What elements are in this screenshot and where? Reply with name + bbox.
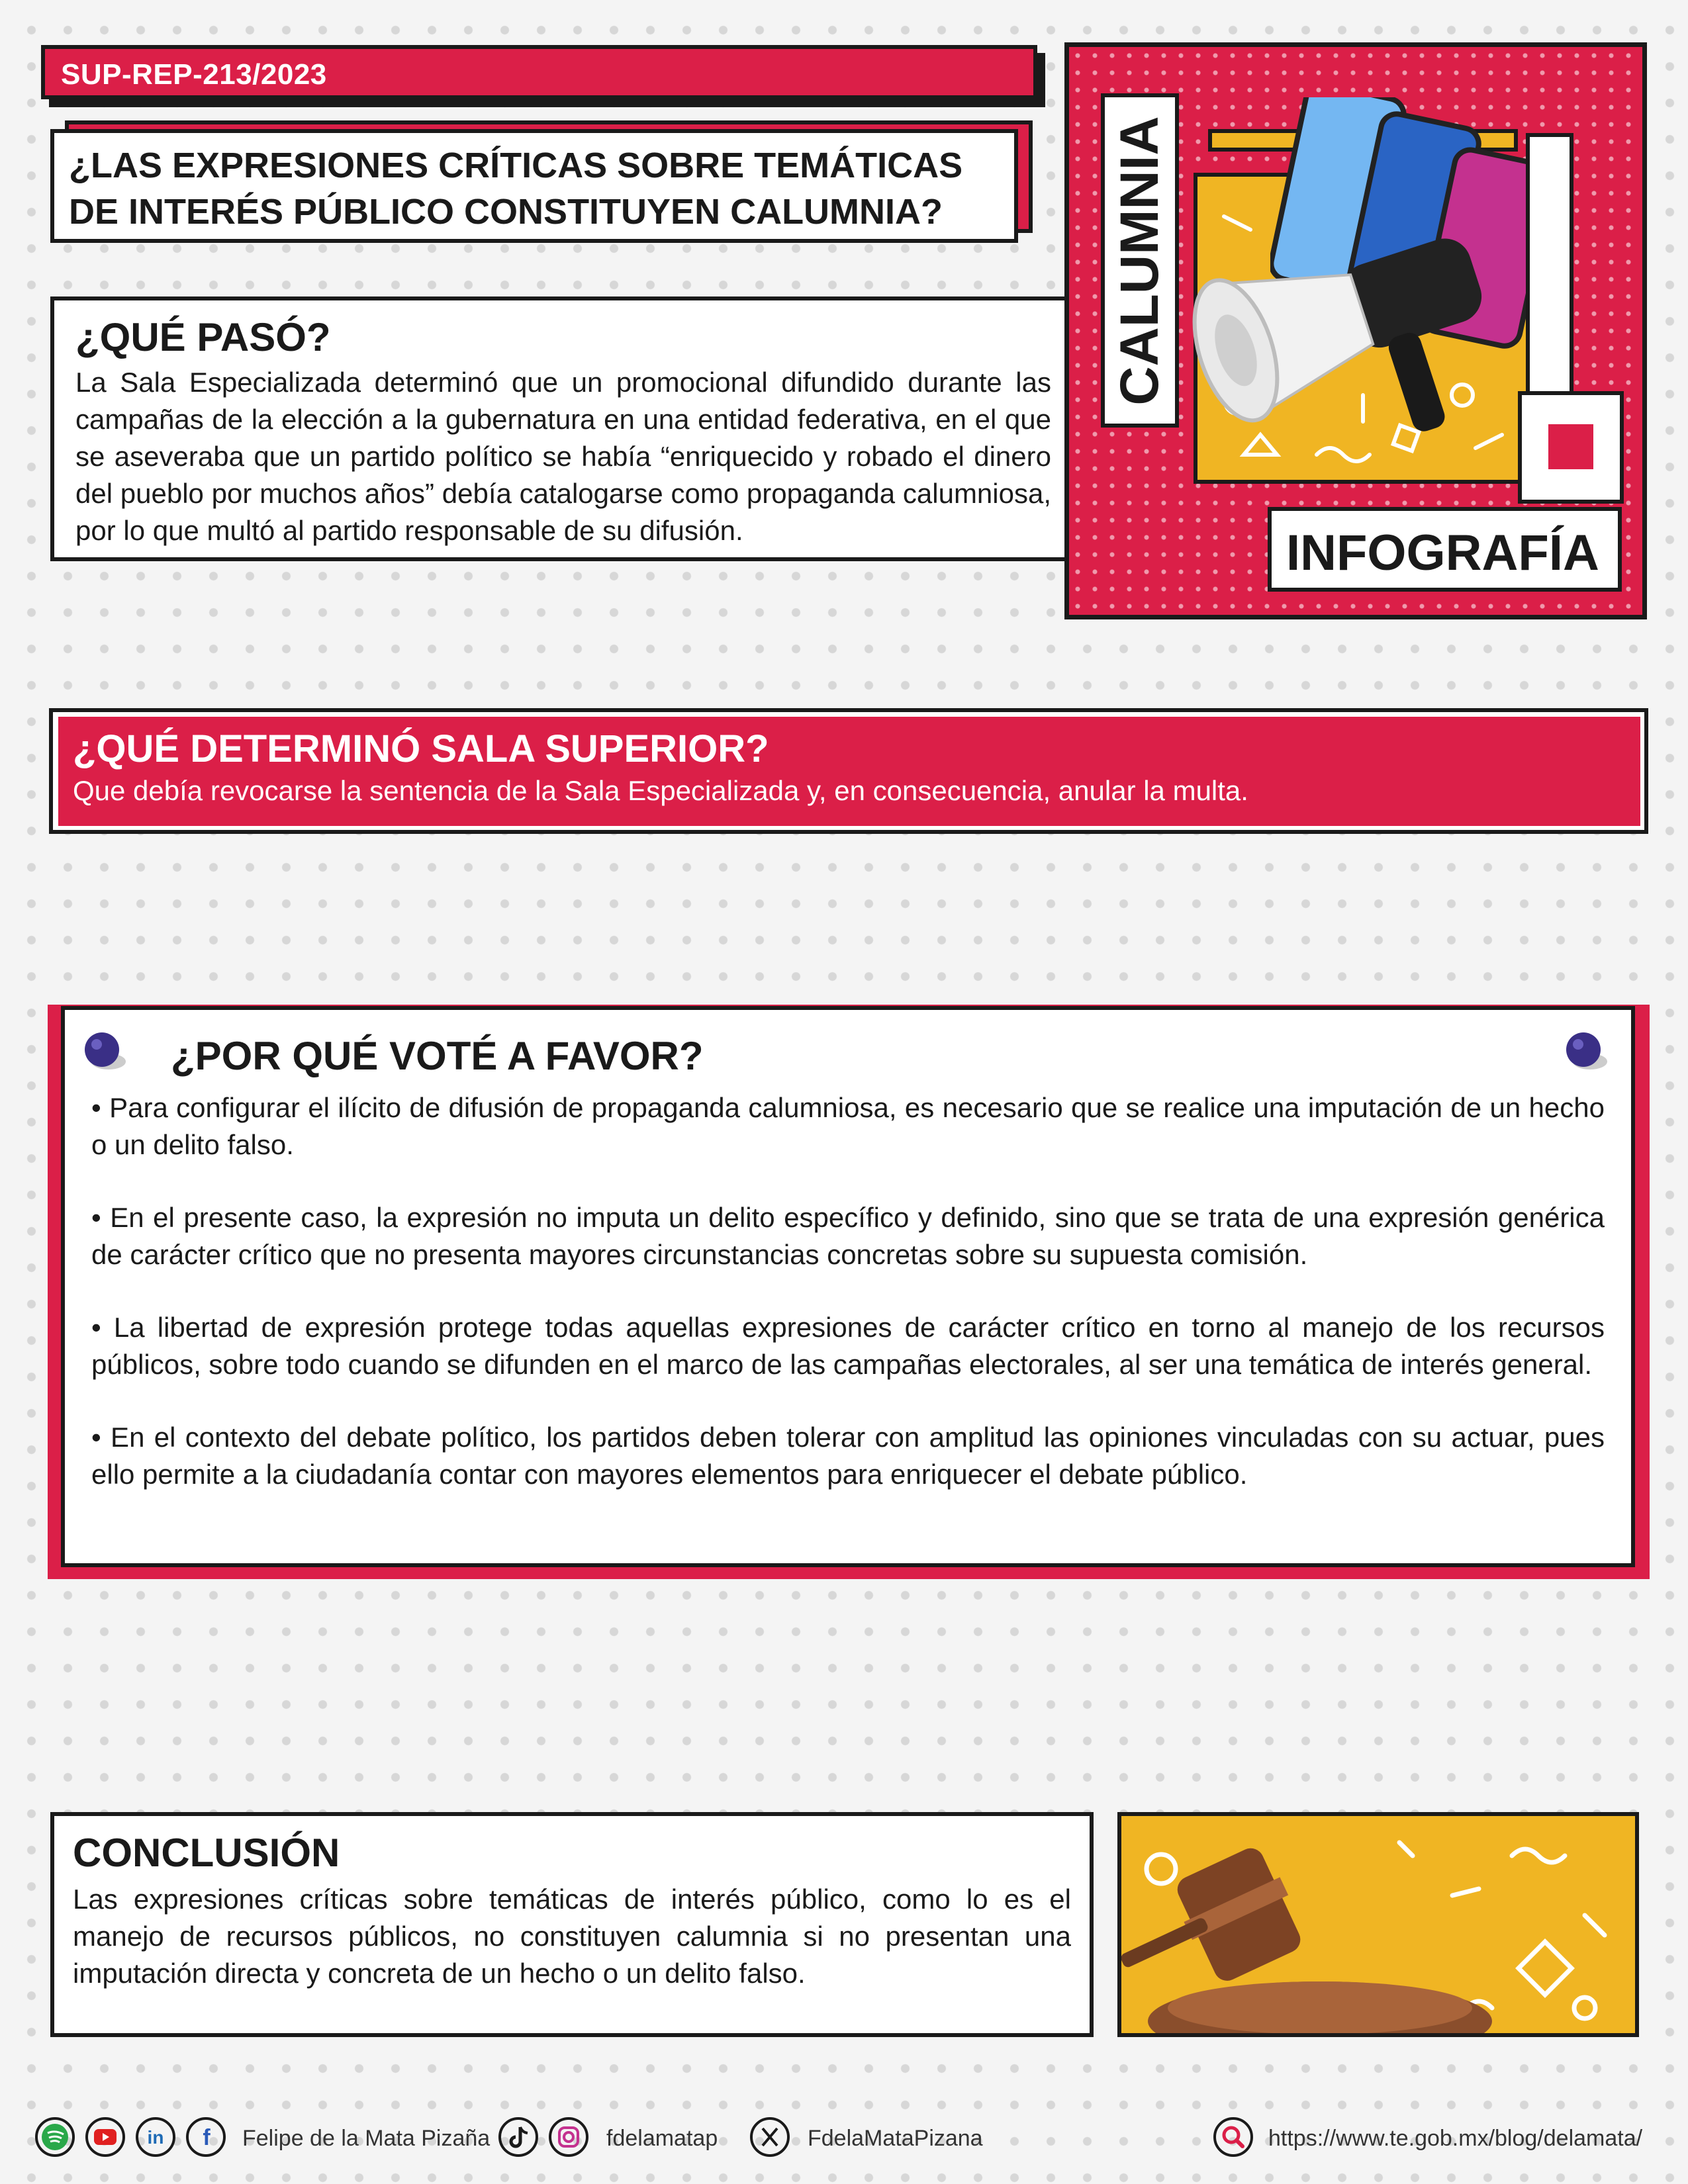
x-icon[interactable]	[748, 2115, 792, 2159]
footer-name: Felipe de la Mata Pizaña	[242, 2126, 491, 2151]
spotify-icon[interactable]	[33, 2115, 77, 2159]
pattern-panel	[1194, 173, 1538, 484]
facebook-icon[interactable]	[184, 2115, 228, 2159]
conclusion-title: CONCLUSIÓN	[73, 1831, 340, 1875]
que-determino-section	[58, 717, 1640, 826]
bullet-item: • En el contexto del debate político, los partidos deben tolerar con amplitud las opiniones vinculadas con su actuar, pues ello permite a la ciudadanía contar con mayores elementos para enriquecer el debate público.	[91, 1422, 1605, 1490]
footer-x-handle: FdelaMataPizana	[808, 2126, 983, 2151]
svg-text:in: in	[147, 2127, 164, 2148]
tiktok-icon[interactable]	[496, 2115, 540, 2159]
que-determino-body: Que debía revocarse la sentencia de la Sala Especializada y, en consecuencia, anular la multa.	[73, 775, 1248, 806]
footer-url[interactable]: https://www.te.gob.mx/blog/delamata/	[1268, 2126, 1643, 2151]
infografia-label-box	[1268, 507, 1622, 592]
que-paso-body: La Sala Especializada determinó que un promocional difundido durante las campañas de la elección a la gubernatura en una entidad federativa, en el que se aseveraba que un partido político se había “enriquecido y robado el dinero del pueblo por muchos años” debía catalogarse como propaganda calumniosa, por lo que multó al partido responsable de su difusión.	[75, 367, 1051, 546]
que-paso-title: ¿QUÉ PASÓ?	[75, 315, 331, 359]
conclusion-body: Las expresiones críticas sobre temáticas de interés público, como lo es el manejo de recursos públicos, no constituyen calumnia si no presentan una imputación directa y concreta de un hecho o un delito falso.	[73, 1884, 1071, 1989]
pushpin-icon	[1560, 1027, 1613, 1080]
bullet-item: • Para configurar el ilícito de difusión de propaganda calumniosa, es necesario que se realice una imputación de un hecho o un delito falso.	[91, 1092, 1605, 1160]
que-determino-title: ¿QUÉ DETERMINÓ SALA SUPERIOR?	[73, 727, 769, 770]
infografia-label: INFOGRAFÍA	[1286, 525, 1599, 581]
case-tag	[41, 45, 1037, 99]
calumnia-label-box	[1101, 93, 1179, 428]
question-box	[50, 129, 1018, 243]
case-number: SUP-REP-213/2023	[61, 58, 327, 91]
gavel-image	[1117, 1812, 1639, 2037]
bullet-item: • La libertad de expresión protege todas aquellas expresiones de carácter crítico en torno al manejo de los recursos públicos, sobre todo cuando se difunden en el marco de las campañas electorales, al ser una temática de interés general.	[91, 1312, 1605, 1380]
bullet-item: • En el presente caso, la expresión no imputa un delito específico y definido, sino que se trata de una expresión genérica de carácter crítico que no presenta mayores circunstancias concretas sobre su supuesta comisión.	[91, 1202, 1605, 1270]
svg-text:f: f	[203, 2125, 211, 2150]
calumnia-label: CALUMNIA	[1109, 115, 1170, 406]
footer	[33, 2115, 1655, 2175]
search-icon[interactable]	[1211, 2115, 1255, 2159]
youtube-icon[interactable]	[83, 2115, 127, 2159]
question-text: ¿LAS EXPRESIONES CRÍTICAS SOBRE TEMÁTICAS DE INTERÉS PÚBLICO CONSTITUYEN CALUMNIA?	[69, 146, 963, 232]
decor-square	[1518, 391, 1624, 504]
pushpin-icon	[78, 1027, 131, 1080]
megaphone-icon	[1184, 163, 1528, 508]
instagram-icon[interactable]	[547, 2115, 590, 2159]
footer-handle: fdelamatap	[606, 2126, 718, 2151]
por-que-title: ¿POR QUÉ VOTÉ A FAVOR?	[171, 1034, 704, 1078]
decor-white-bar	[1526, 133, 1573, 411]
conclusion-section	[50, 1812, 1094, 2037]
por-que-section	[61, 1006, 1635, 1567]
gavel-icon	[1121, 1816, 1635, 2033]
linkedin-icon[interactable]	[134, 2115, 177, 2159]
que-paso-section	[50, 296, 1076, 561]
infographic-panel	[1064, 42, 1647, 619]
